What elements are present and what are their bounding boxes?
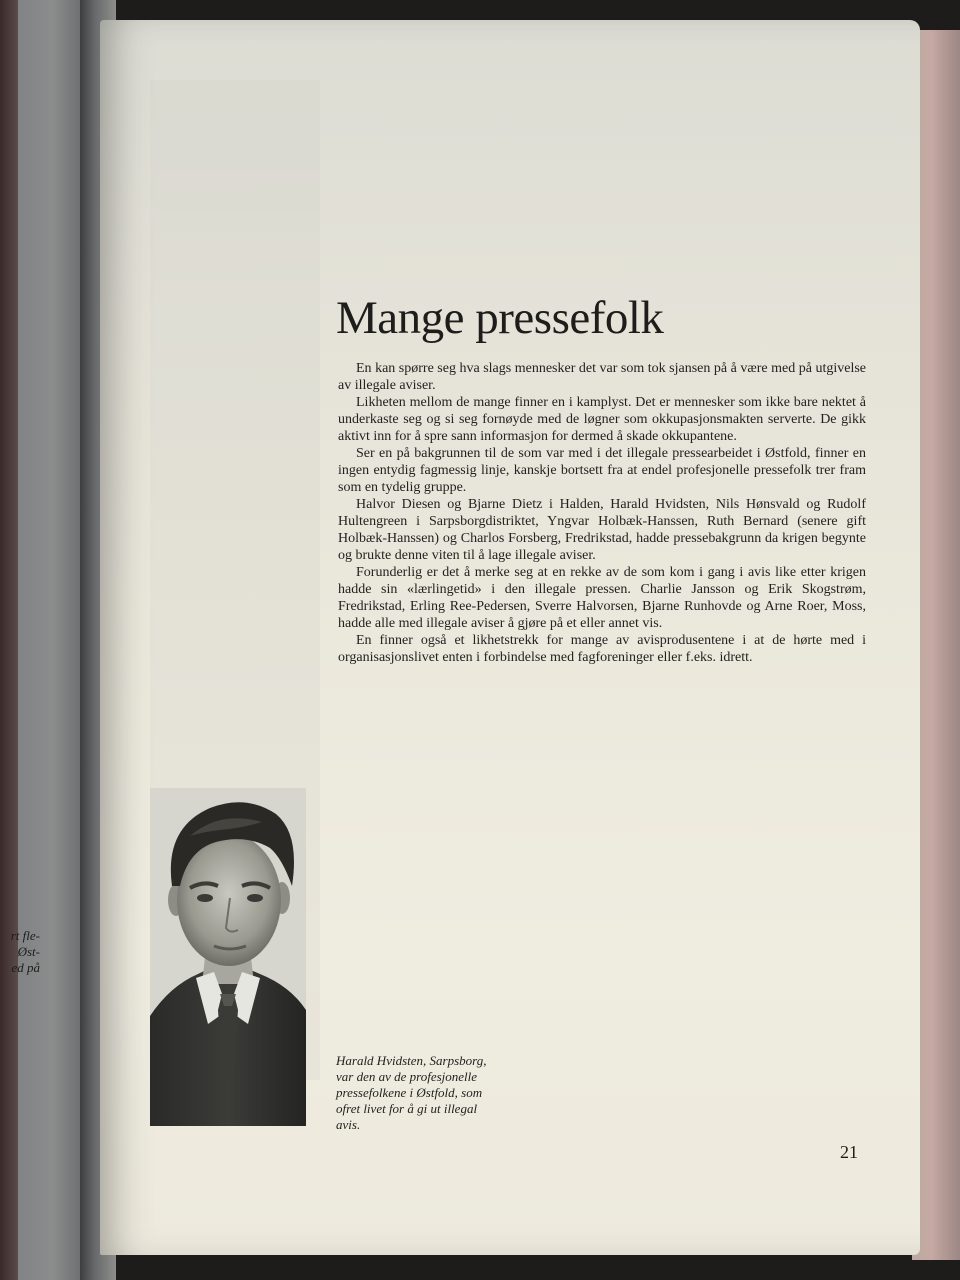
left-snippet-line: rt fle- [10,928,40,943]
article-paragraph: Ser en på bakgrunnen til de som var med i det illegale pressearbeidet i Østfold, finner en ingen entydig fagmessig linje, kanskje bortsett fra at endel profesjonelle pressefolk trer fram som en tydelig gruppe. [338,446,866,495]
photo-caption [336,1053,506,1133]
portrait-illustration [150,788,306,1126]
portrait-photo [150,788,306,1126]
article-title: Mange pressefolk [336,292,664,344]
article-paragraph: Likheten mellom de mange finner en i kamplyst. Det er mennesker som ikke bare nektet å underkaste seg og si seg fornøyde med de løgner som okkupasjonsmakten serverte. De gikk aktivt inn for å spre sann informasjon for dermed å skade okkupantene. [338,395,866,444]
book-cover-edge [0,0,18,1280]
article-paragraph: En kan spørre seg hva slags mennesker det var som tok sjansen på å være med på utgivelse av illegale aviser. [338,361,866,393]
article-body [338,360,866,666]
caption-line: var den av de profesjonelle [336,1069,478,1084]
page-number: 21 [840,1142,858,1162]
caption-line: pressefolkene i Østfold, som [336,1085,483,1100]
caption-line: Harald Hvidsten, Sarpsborg, [336,1053,487,1068]
caption-line: ofret livet for å gi ut illegal [336,1101,478,1116]
article-paragraph: Forunderlig er det å merke seg at en rekke av de som kom i gang i avis like etter krigen hadde sin «lærlingetid» i den illegale pressen. Charlie Jansson og Erik Skogstrøm, Fredrikstad, Erling Ree-Pedersen, Sverre Halvorsen, Bjarne Runhovde og Arne Roer, Moss, hadde alle med illegale aviser å gjøre på et eller annet vis. [338,565,866,631]
article-paragraph: En finner også et likhetstrekk for mange av avisprodusentene i at de hørte med i organisasjonslivet enten i forbindelse med fagforeninger eller f.eks. idrett. [338,633,866,665]
left-snippet-line: ed på [11,960,40,975]
caption-line: avis. [336,1117,361,1132]
left-page-text-fragment [0,928,40,976]
article-paragraph: Halvor Diesen og Bjarne Dietz i Halden, Harald Hvidsten, Nils Hønsvald og Rudolf Hultengreen i Sarpsborgdistriktet, Yngvar Holbæk-Hanssen, Ruth Bernard (senere gift Holbæk-Hanssen) og Charlos Forsberg, Fredrikstad, hadde pressebakgrunn da krigen begynte og brukte denne viten til å lage illegale aviser. [338,497,866,563]
left-snippet-line: Øst- [17,944,40,959]
